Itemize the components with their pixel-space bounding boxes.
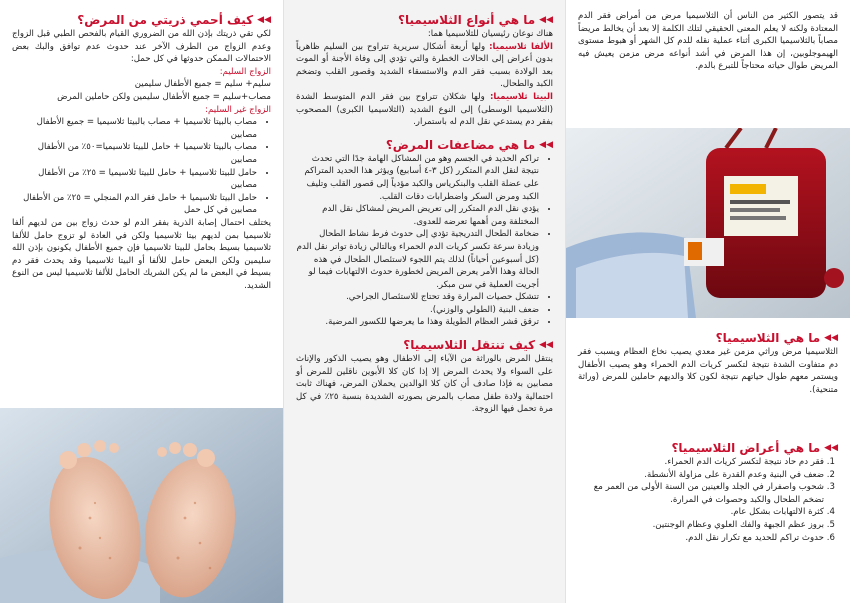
what-text: الثلاسيميا مرض وراثي مزمن غير معدي يصيب نخاع العظام ويسبب فقر دم متفاوت الشدة نتيجة لتكسر كريات الدم الحمراء وهو يصيب الأطفال ويستمر معهم طوال حياتهم نتيجة لكون كلا والديهم حاملين للمرض (وراثة متنحية).	[578, 347, 838, 395]
list-item: 4. كثرة الالتهابات بشكل عام.	[578, 506, 824, 519]
intro-section	[566, 0, 850, 73]
types-heading: ◀◀ ما هي أنواع الثلاسيميا؟	[398, 13, 553, 27]
alpha-text: ولها أربعة أشكال سريرية تتراوح بين السليم ظاهرياً بدون أعراض إلى الحالات الخطرة والتي تؤدي إلى وفاة الأجنة أو الموت بعد الولادة بسبب فقر الدم والاستسقاء الشديد وقصور القلب وتضخم الكبد والطحال.	[296, 41, 553, 90]
symptoms-heading: ◀◀ ما هي أعراض الثلاسيميا؟	[671, 441, 838, 455]
double-triangle-icon: ◀◀	[539, 15, 553, 25]
closing-text: يختلف احتمال إصابة الذرية بفقر الدم لو حدث زواج بين من لديهم ألفا ثلاسيميا بمن لديهم بيتا ثلاسيميا ولكن في العادة لو تزوج حامل للألفا ثلاسيميا بسيط بحامل للبيتا ثلاسيميا فإن جميع الأطفال يكونون بإذن الله سليمين ولكن البعض حامل للألفا أو البيتا ثلاسيميا وقد يحدث فقر دم بسيط في البعض ما لم يكن الشريك الحامل للألفا ثلاسيميا ليس من النوع الشديد.	[12, 217, 271, 291]
protect-section	[0, 0, 283, 292]
list-item: 5. بروز عظم الجبهة والفك العلوي وعظام الوجنتين.	[578, 519, 824, 532]
intro-text: قد يتصور الكثير من الناس أن الثلاسيميا مرض من أمراض فقر الدم المعتادة ولكنه لا يعلم المعنى الحقيقي لتلك الكلمة إلا بعد أن يخالط مريضاً مصاباً بالثلاسيميا الكبرى أثناء عملية نقله للدم كل الشهر أو هبوط مستوى الهيموجلوبين، إن هذا المرض في أشد أنواعه مرض مزمن يعيش فيه المريض طوال حياته محتاجاً للتبرع بالدم.	[578, 11, 838, 72]
double-triangle-icon: ◀◀	[824, 333, 838, 343]
list-item: • حامل البيتا ثلاسيميا + حامل فقر الدم المنجلي = ٢٥٪ من الأطفال مصابين في كل حمل	[12, 192, 257, 217]
transmit-text: ينتقل المرض بالوراثة من الآباء إلى الاطفال وهو يصيب الذكور والإناث على السواء ولا يحدث المرض إلا إذا كان كلا الأبوين ناقلين للمرض أو مصابين به فإذا صادف أن كان كلا الوالدين يحملان المرض، فهناك ثابت احتمالية ولادة طفل مصاب بالمرض بصورته الشديدة بنسبة ٢٥٪ في كل مرة تحمل فيها الزوجة.	[296, 354, 553, 415]
double-triangle-icon: ◀◀	[257, 15, 271, 25]
list-item: 2. ضعف في البنية وعدم القدرة على مزاولة الأنشطة.	[578, 469, 824, 482]
double-triangle-icon: ◀◀	[539, 340, 553, 351]
alpha-paragraph	[296, 41, 553, 91]
types-section	[284, 0, 565, 129]
healthy-line: مصاب+سليم = جميع الأطفال سليمين ولكن حاملين المرض	[57, 91, 271, 102]
unhealthy-list	[12, 116, 271, 217]
symptoms-section	[566, 440, 850, 544]
list-item: • حامل للبيتا ثلاسيميا + حامل للبيتا ثلاسيميا = ٢٥٪ من الأطفال مصابين	[12, 167, 257, 192]
blood-bag-photo	[566, 128, 850, 318]
list-item: 3. شحوب واصفرار في الجلد والعينين من السنة الأولى من العمر مع تضخم الطحال والكبد وحصوات في المرارة.	[578, 481, 824, 506]
types-intro: هناك نوعان رئيسيان للثلاسيميا هما:	[427, 29, 553, 39]
complications-heading: ◀◀ ما هي مضاعفات المرض؟	[385, 137, 553, 152]
complications-list	[296, 153, 553, 329]
protect-heading: ◀◀ كيف أحمي ذريتي من المرض؟	[77, 13, 271, 27]
left-column	[0, 0, 283, 603]
list-item: 1. فقر دم حاد نتيجة لتكسر كريات الدم الحمراء.	[578, 456, 824, 469]
list-item: • يؤدي نقل الدم المتكرر إلى تعريض المريض لمشاكل نقل الدم المختلفة ومن أهمها تعرضه للعدوى.	[296, 203, 539, 228]
right-column	[566, 0, 850, 603]
symptoms-list	[578, 456, 838, 544]
double-triangle-icon: ◀◀	[539, 139, 553, 150]
alpha-label: الألفا ثلاسيميا:	[489, 41, 553, 52]
healthy-line: سليم+ سليم = جميع الأطفال سليمين	[134, 79, 271, 90]
list-item: • ضعف البنية (الطولي والوزني).	[296, 304, 539, 317]
list-item: 6. حدوث تراكم للحديد مع تكرار نقل الدم.	[578, 532, 824, 545]
complications-section	[284, 129, 565, 329]
beta-paragraph	[296, 91, 553, 129]
double-triangle-icon: ◀◀	[824, 443, 838, 453]
healthy-marriage-label: الزواج السليم:	[219, 66, 271, 77]
protect-text: لكي تقي ذريتك بإذن الله من الضروري القيام بالفحص الطبي قبل الزواج وعدم الزواج من الطرف الآخر عند حدوث عدم توافق والبك بعض الاحتمالات الممكن حدوثها في كل حمل:	[12, 29, 271, 65]
beta-label: البيتا ثلاسيميا:	[489, 91, 554, 102]
list-item: • ترقق قشر العظام الطويلة وهذا ما يعرضها للكسور المرضية.	[296, 316, 539, 329]
beta-text: ولها شكلان تتراوح بين فقر الدم المتوسط الشدة (الثلاسيميا الوسطى) إلى النوع الشديد (الثلاسيميا الكبرى) المصحوب بفقر دم يستدعي نقل الدم له باستمرار.	[296, 91, 553, 128]
what-section	[566, 330, 850, 396]
unhealthy-marriage-label: الزواج غير السليم:	[205, 104, 271, 115]
list-item: • تتشكل حصيات المرارة وقد تحتاج للاستئصال الجراحي.	[296, 291, 539, 304]
baby-feet-photo	[0, 408, 283, 603]
transmit-section	[284, 329, 565, 416]
list-item: • مصاب بالبيتا ثلاسيميا + مصاب بالبيتا ثلاسيميا = جميع الأطفال مصابين	[12, 116, 257, 141]
middle-column	[283, 0, 566, 603]
transmit-heading: ◀◀ كيف تنتقل الثلاسيميا؟	[403, 338, 553, 353]
list-item: • ضخامة الطحال التدريجية تؤدي إلى حدوث فرط نشاط الطحال وزيادة سرعة تكسر كريات الدم الحمراء وبالتالي زيادة تواتر نقل الدم (كل أسبوعين أحياناً) لذلك يتم اللجوء لاستئصال الطحال في هذه الحالة وهذا الأمر يعرض المريض لخطورة حدوث الالتهابات فيما لو أجريت العملية في سن مبكر.	[296, 228, 539, 291]
what-heading: ◀◀ ما هي الثلاسيميا؟	[715, 331, 838, 345]
list-item: • مصاب بالبيتا ثلاسيميا + حامل للبيتا ثلاسيميا=٥٠٪ من الأطفال مصابين	[12, 141, 257, 166]
list-item: • تراكم الحديد في الجسم وهو من المشاكل الهامة جدًا التي تحدث نتيجة لنقل الدم المتكرر (كل ٣-٤ أسابيع) ويؤثر هذا الحديد المتراكم على عضلة القلب والبنكرياس والكبد مؤدياً إلى قصور القلب وتليف الكبد ومرض السكر واضطرابات دقات القلب.	[296, 153, 539, 203]
